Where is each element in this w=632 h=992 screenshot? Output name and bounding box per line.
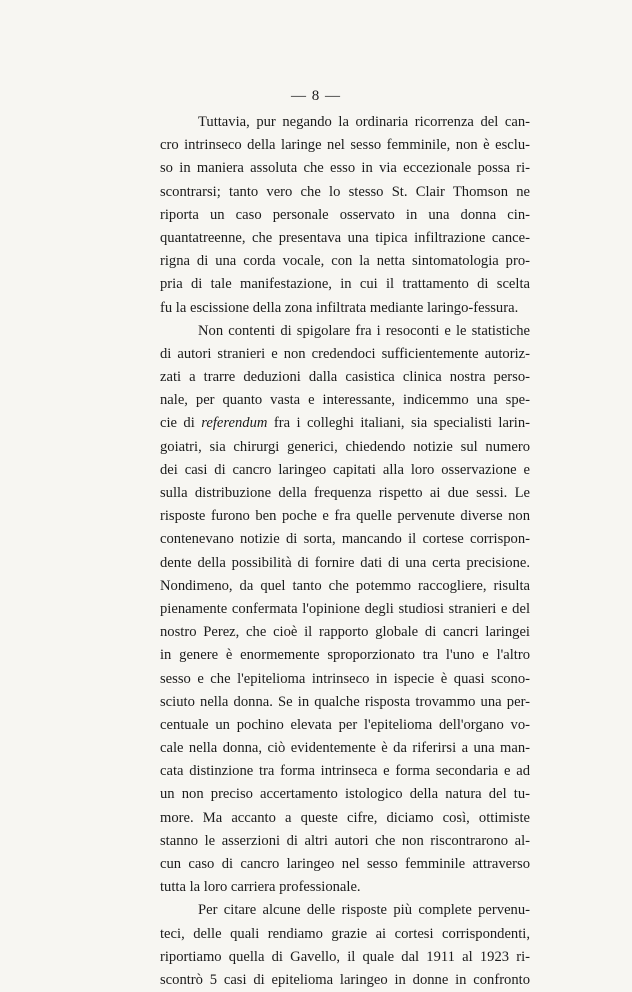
- paragraph-1: [160, 111, 530, 320]
- text-line: more. Ma accanto a queste cifre, diciamo così, ottimiste: [160, 809, 530, 826]
- text-line: sulla distribuzione della frequenza rispetto ai due sessi. Le: [160, 485, 530, 501]
- text-line: cun caso di cancro laringeo nel sesso femminile attraverso: [160, 856, 530, 872]
- text-line: un non preciso accertamento istologico della natura del tu-: [160, 786, 530, 803]
- text-line: risposte furono ben poche e fra quelle pervenute diverse non: [160, 508, 530, 525]
- text-line: cata distinzione tra forma intrinseca e forma secondaria e ad: [160, 763, 530, 780]
- text-line: sesso e che l'epitelioma intrinseco in ispecie è quasi scono-: [160, 670, 530, 687]
- text-line: di autori stranieri e non credendoci sufficientemente autoriz-: [160, 345, 530, 362]
- text-line: zati a trarre deduzioni dalla casistica clinica nostra perso-: [160, 369, 530, 386]
- text-line: sciuto nella donna. Se in qualche risposta trovammo una per-: [160, 693, 530, 710]
- text-line: Nondimeno, da quel tanto che potemmo raccogliere, risulta: [160, 577, 530, 594]
- text-line: rigna di una corda vocale, con la netta sintomatologia pro-: [160, 253, 530, 270]
- text-line: in genere è enormemente sproporzionato tra l'uno e l'altro: [160, 647, 530, 664]
- text-line: scontrò 5 casi di epitelioma laringeo in donne in confronto: [160, 971, 530, 988]
- text-line: fu la escissione della zona infiltrata mediante laringo-fessura.: [160, 299, 519, 316]
- text-line: cro intrinseco della laringe nel sesso femminile, non è esclu-: [160, 137, 530, 154]
- text-line: nale, per quanto vasta e interessante, indicemmo una spe-: [160, 392, 530, 409]
- text-line: Tuttavia, pur negando la ordinaria ricorrenza del can-: [198, 114, 530, 130]
- text-line: dei casi di cancro laringeo capitati alla loro osservazione e: [160, 461, 530, 478]
- text-line: centuale un pochino elevata per l'epitelioma dell'organo vo-: [160, 716, 530, 733]
- text-line: pria di tale manifestazione, in cui il trattamento di scelta: [160, 276, 530, 293]
- body-text: [160, 111, 530, 992]
- text-line: pienamente confermata l'opinione degli studiosi stranieri e del: [160, 600, 530, 617]
- text-line: cie di referendum fra i colleghi italiani, sia specialisti larin-: [160, 415, 530, 432]
- text-line: riporta un caso personale osservato in una donna cin-: [160, 206, 530, 223]
- paragraph-3: [160, 899, 530, 992]
- text-line: so in maniera assoluta che esso in via eccezionale possa ri-: [160, 160, 530, 177]
- page-number: — 8 —: [291, 88, 341, 104]
- text-line: scontrarsi; tanto vero che lo stesso St. Clair Thomson ne: [160, 183, 530, 200]
- text-line: tutta la loro carriera professionale.: [160, 879, 361, 896]
- text-line: stanno le asserzioni di altri autori che non riscontrarono al-: [160, 832, 530, 849]
- text-line: nostro Perez, che cioè il rapporto globale di cancri laringei: [160, 624, 530, 641]
- text-line: Per citare alcune delle risposte più complete pervenu-: [198, 902, 530, 919]
- text-line: contenevano notizie di sorta, mancando il cortese corrispon-: [160, 531, 530, 548]
- text-line: quantatreenne, che presentava una tipica infiltrazione cance-: [160, 229, 530, 246]
- text-line: goiatri, sia chirurgi generici, chiedendo notizie sul numero: [160, 438, 530, 455]
- text-line: Non contenti di spigolare fra i resoconti e le statistiche: [198, 322, 530, 339]
- text-line: riportiamo quella di Gavello, il quale dal 1911 al 1923 ri-: [160, 948, 530, 965]
- text-line: teci, delle quali rendiamo grazie ai cortesi corrispondenti,: [160, 925, 530, 942]
- paragraph-2: [160, 320, 530, 900]
- text-line: cale nella donna, ciò evidentemente è da riferirsi a una man-: [160, 740, 530, 757]
- text-line: dente della possibilità di fornire dati di una certa precisione.: [160, 554, 530, 571]
